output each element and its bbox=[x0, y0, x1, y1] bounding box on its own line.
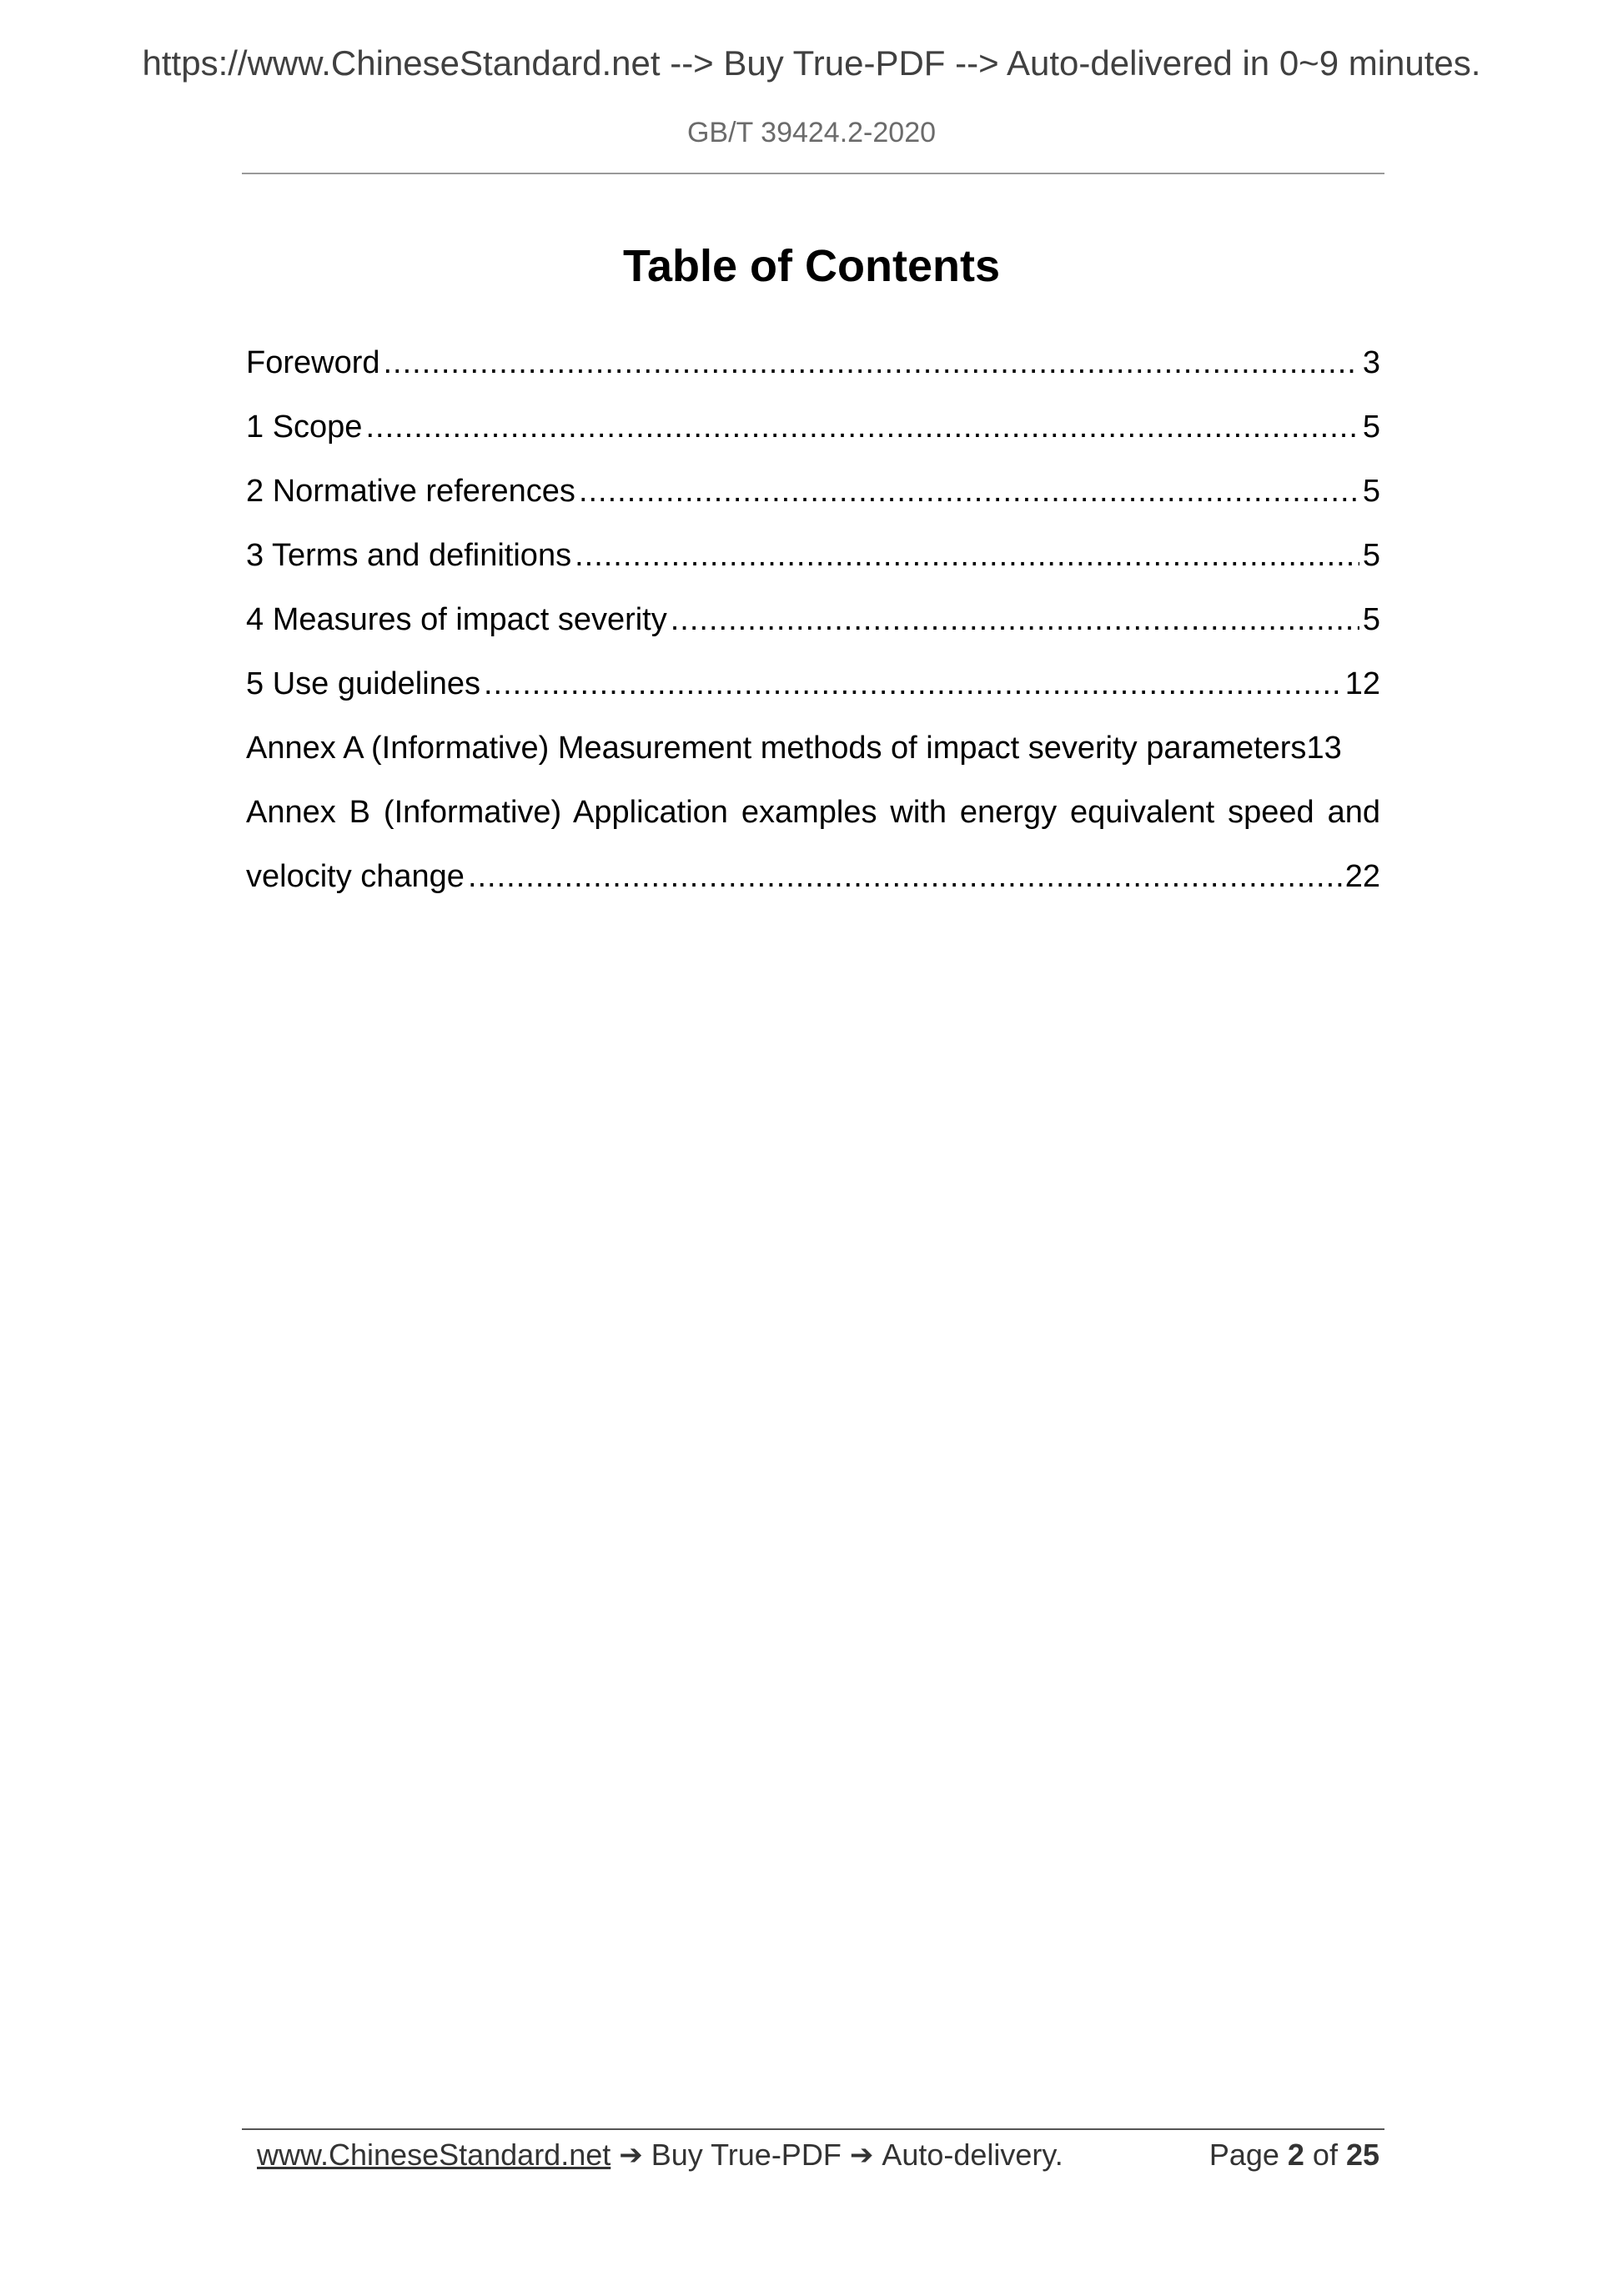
toc-entry-label: 2 Normative references bbox=[246, 474, 575, 509]
site-link[interactable]: www.ChineseStandard.net bbox=[257, 2138, 611, 2172]
page-word: Page bbox=[1208, 2138, 1279, 2172]
toc-entry-annex-a[interactable] bbox=[246, 726, 1380, 790]
buy-true-pdf-text: Buy True-PDF bbox=[651, 2138, 842, 2172]
total-pages: 25 bbox=[1345, 2138, 1379, 2172]
top-banner: https://www.ChineseStandard.net --> Buy True-PDF --> Auto-delivered in 0~9 minutes. bbox=[142, 43, 1481, 83]
toc-entry-page: 22 bbox=[1344, 859, 1380, 894]
page-number bbox=[1209, 2138, 1379, 2173]
page-footer bbox=[257, 2132, 1379, 2178]
toc-entry-label: Foreword bbox=[246, 345, 380, 380]
dot-leader bbox=[384, 340, 1359, 385]
of-word: of bbox=[1312, 2138, 1338, 2172]
toc-entry-label: 3 Terms and definitions bbox=[246, 538, 572, 573]
toc-entry-label: 4 Measures of impact severity bbox=[246, 602, 667, 637]
toc-entry-measures-of-impact-severity[interactable] bbox=[246, 597, 1380, 661]
right-arrow-icon: ➔ bbox=[619, 2139, 643, 2171]
toc-entry-normative-references[interactable] bbox=[246, 469, 1380, 533]
toc-entry-label: velocity change bbox=[246, 859, 465, 894]
auto-delivery-text: Auto-delivery. bbox=[882, 2138, 1063, 2172]
table-of-contents bbox=[246, 340, 1380, 918]
toc-entry-page: 13 bbox=[1306, 731, 1342, 766]
toc-entry-annex-b-continued[interactable] bbox=[246, 854, 1380, 918]
dot-leader bbox=[579, 469, 1359, 514]
toc-entry-foreword[interactable] bbox=[246, 340, 1380, 404]
dot-leader bbox=[484, 661, 1342, 706]
footer-divider bbox=[242, 2128, 1384, 2130]
toc-entry-page: 12 bbox=[1344, 666, 1380, 701]
right-arrow-icon: ➔ bbox=[849, 2139, 874, 2171]
dot-leader bbox=[671, 597, 1359, 642]
footer-promo bbox=[257, 2138, 1063, 2173]
dot-leader bbox=[468, 854, 1342, 899]
toc-entry-label: Annex A (Informative) Measurement methods of impact severity parameters bbox=[246, 731, 1307, 766]
toc-entry-use-guidelines[interactable] bbox=[246, 661, 1380, 726]
toc-entry-page: 3 bbox=[1362, 345, 1380, 380]
toc-entry-label: 1 Scope bbox=[246, 409, 363, 445]
dot-leader bbox=[575, 533, 1359, 578]
toc-entry-page: 5 bbox=[1362, 602, 1380, 637]
toc-entry-label: 5 Use guidelines bbox=[246, 666, 480, 701]
header-divider bbox=[242, 173, 1384, 174]
toc-entry-terms-and-definitions[interactable] bbox=[246, 533, 1380, 597]
current-page: 2 bbox=[1287, 2138, 1304, 2172]
toc-entry-page: 5 bbox=[1362, 409, 1380, 445]
toc-entry-scope[interactable] bbox=[246, 404, 1380, 469]
dot-leader bbox=[365, 404, 1359, 450]
toc-title: Table of Contents bbox=[623, 241, 1000, 291]
toc-entry-annex-b[interactable]: Annex B (Informative) Application examples with energy equivalent speed and bbox=[246, 795, 1380, 830]
toc-entry-page: 5 bbox=[1362, 474, 1380, 509]
toc-entry-page: 5 bbox=[1362, 538, 1380, 573]
standard-code: GB/T 39424.2-2020 bbox=[686, 117, 937, 148]
